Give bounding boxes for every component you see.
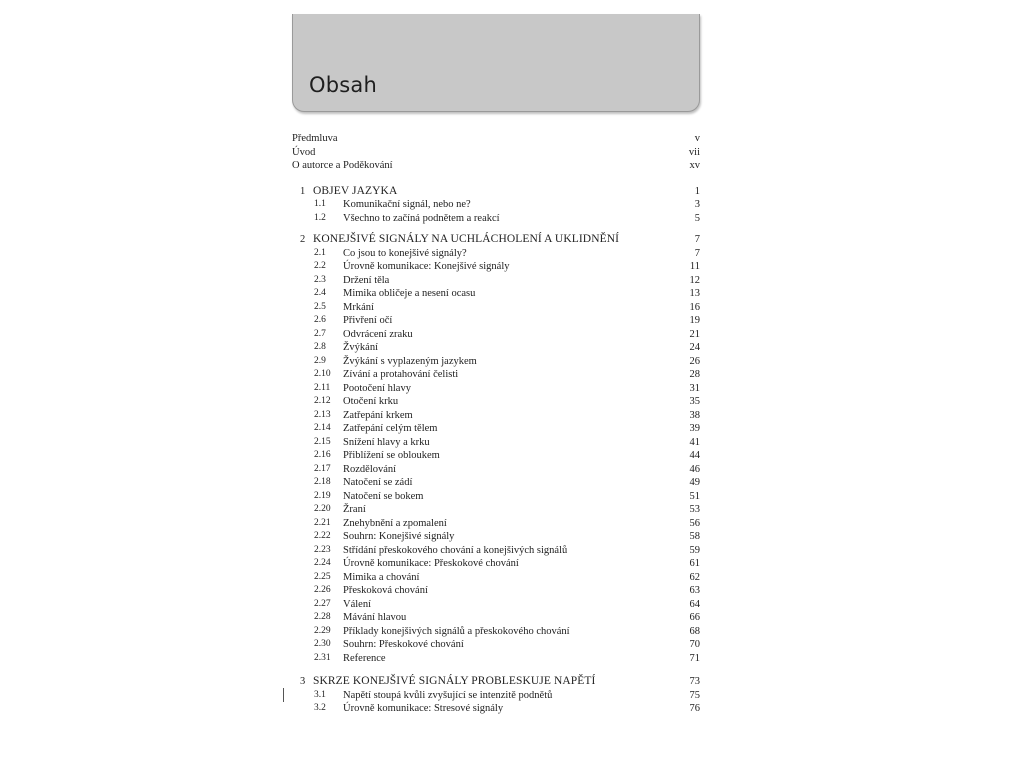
toc-section-row <box>292 436 700 450</box>
toc-chapter-row <box>292 233 700 247</box>
toc-section-page: 44 <box>689 450 700 461</box>
toc-section-title: Souhrn: Přeskokové chování <box>343 639 464 650</box>
toc-section-title: Napětí stoupá kvůli zvyšující se intenzitě podnětů <box>343 689 553 701</box>
toc-section-page: 58 <box>689 531 700 542</box>
table-of-contents <box>292 132 700 716</box>
toc-section-row <box>292 260 700 274</box>
page-title: Obsah <box>309 73 377 97</box>
toc-section-row <box>292 382 700 396</box>
toc-chapter-number: 1 <box>300 185 306 197</box>
toc-section-title: Všechno to začíná podnětem a reakcí <box>343 212 500 224</box>
toc-section-row <box>292 625 700 639</box>
toc-section-page: 26 <box>689 355 700 367</box>
toc-section-title: Co jsou to konejšivé signály? <box>343 247 467 259</box>
toc-section-page: 63 <box>689 585 700 596</box>
toc-section-row <box>292 702 700 716</box>
margin-mark <box>283 688 284 702</box>
toc-section-row <box>292 355 700 369</box>
toc-spacer <box>292 225 700 233</box>
toc-section-title: Přeskoková chování <box>343 585 428 596</box>
toc-section-row <box>292 490 700 504</box>
toc-section-row <box>292 247 700 261</box>
toc-section-number: 3.1 <box>314 689 326 700</box>
toc-section-number: 1.2 <box>314 212 326 223</box>
toc-section-page: 39 <box>689 423 700 434</box>
toc-section-number: 2.6 <box>314 315 326 325</box>
toc-section-page: 28 <box>689 369 700 380</box>
toc-section-title: Žvýkání s vyplazeným jazykem <box>343 355 477 367</box>
toc-chapter-number: 3 <box>300 676 306 687</box>
toc-section-number: 2.27 <box>314 598 331 609</box>
toc-section-row <box>292 368 700 382</box>
toc-section-title: Snížení hlavy a krku <box>343 436 430 448</box>
toc-section-number: 2.18 <box>314 477 331 487</box>
toc-section-page: 16 <box>689 301 700 313</box>
toc-section-title: Mávání hlavou <box>343 612 407 623</box>
toc-section-number: 2.29 <box>314 625 331 636</box>
toc-section-page: 66 <box>689 612 700 623</box>
toc-chapter-page: 7 <box>694 234 700 245</box>
toc-section-row <box>292 212 700 226</box>
toc-section-number: 2.10 <box>314 369 331 379</box>
toc-section-title: Otočení krku <box>343 396 399 407</box>
toc-chapter-page: 73 <box>689 676 700 687</box>
toc-section-title: Úrovně komunikace: Konejšivé signály <box>343 261 510 272</box>
toc-section-page: 56 <box>689 517 700 529</box>
toc-spacer <box>292 665 700 675</box>
toc-entry-page: vii <box>688 146 700 158</box>
toc-section-title: Rozdělování <box>343 463 397 475</box>
toc-section-number: 2.4 <box>314 288 326 298</box>
toc-section-row <box>292 449 700 463</box>
toc-section-title: Přiblížení se obloukem <box>343 450 440 461</box>
toc-section-title: Reference <box>343 652 386 664</box>
toc-section-number: 2.26 <box>314 585 331 595</box>
toc-section-row <box>292 314 700 328</box>
toc-chapter-title: SKRZE KONEJŠIVÉ SIGNÁLY PROBLESKUJE NAPĚTÍ <box>313 675 596 687</box>
toc-section-page: 61 <box>689 558 700 569</box>
toc-section-title: Úrovně komunikace: Stresové signály <box>343 703 504 714</box>
toc-section-number: 2.9 <box>314 355 326 366</box>
toc-section-title: Žvýkání <box>343 342 378 353</box>
toc-section-number: 2.17 <box>314 463 331 474</box>
toc-chapter-row <box>292 675 700 689</box>
toc-entry-title: O autorce a Poděkování <box>292 160 393 171</box>
toc-section-row <box>292 584 700 598</box>
toc-section-page: 68 <box>689 625 700 637</box>
toc-section-title: Střídání přeskokového chování a konejšivých signálů <box>343 544 568 556</box>
toc-section-page: 75 <box>689 689 700 701</box>
toc-section-page: 31 <box>689 382 700 394</box>
toc-chapter-number: 2 <box>300 234 306 245</box>
toc-section-title: Úrovně komunikace: Přeskokové chování <box>343 558 519 569</box>
toc-section-row <box>292 503 700 517</box>
toc-section-title: Přivření očí <box>343 315 393 326</box>
toc-front-row <box>292 146 700 160</box>
toc-section-page: 38 <box>689 409 700 421</box>
toc-chapter-title: KONEJŠIVÉ SIGNÁLY NA UCHLÁCHOLENÍ A UKLIDNĚNÍ <box>313 233 620 245</box>
toc-section-number: 2.23 <box>314 544 331 555</box>
toc-section-number: 2.3 <box>314 274 326 285</box>
toc-section-page: 13 <box>689 288 700 299</box>
toc-section-number: 2.22 <box>314 531 331 541</box>
toc-front-row <box>292 132 700 146</box>
toc-section-page: 49 <box>689 477 700 488</box>
toc-section-page: 21 <box>689 328 700 340</box>
toc-section-number: 2.16 <box>314 450 331 460</box>
toc-section-page: 35 <box>689 396 700 407</box>
toc-section-page: 53 <box>689 504 700 515</box>
toc-section-title: Zívání a protahování čelisti <box>343 369 459 380</box>
toc-entry-page: v <box>694 133 700 144</box>
toc-section-page: 64 <box>689 598 700 610</box>
toc-section-row <box>292 638 700 652</box>
toc-section-row <box>292 274 700 288</box>
toc-section-title: Souhrn: Konejšivé signály <box>343 531 455 542</box>
toc-section-row <box>292 557 700 571</box>
toc-section-title: Držení těla <box>343 274 390 286</box>
toc-section-page: 19 <box>689 315 700 326</box>
toc-section-row <box>292 198 700 212</box>
toc-chapter-page: 1 <box>694 185 700 197</box>
toc-section-number: 2.24 <box>314 558 331 568</box>
toc-section-title: Komunikační signál, nebo ne? <box>343 199 471 210</box>
toc-section-title: Žraní <box>343 504 366 515</box>
toc-section-title: Příklady konejšivých signálů a přeskokového chování <box>343 625 570 637</box>
toc-section-title: Zatřepání celým tělem <box>343 423 438 434</box>
toc-section-row <box>292 544 700 558</box>
toc-section-number: 2.5 <box>314 301 326 312</box>
toc-section-row <box>292 517 700 531</box>
toc-section-title: Mrkání <box>343 301 374 313</box>
toc-section-row <box>292 287 700 301</box>
toc-section-title: Zatřepání krkem <box>343 409 413 421</box>
toc-chapter-title: OBJEV JAZYKA <box>313 184 398 197</box>
toc-section-row <box>292 611 700 625</box>
toc-entry-title: Úvod <box>292 146 316 158</box>
toc-section-title: Válení <box>343 598 371 610</box>
toc-section-number: 2.15 <box>314 436 331 447</box>
toc-section-number: 2.28 <box>314 612 331 622</box>
toc-section-number: 2.1 <box>314 247 326 258</box>
toc-section-number: 2.11 <box>314 382 331 393</box>
toc-section-row <box>292 652 700 666</box>
toc-section-number: 2.13 <box>314 409 331 420</box>
toc-section-number: 2.12 <box>314 396 331 406</box>
header-box <box>292 14 700 112</box>
toc-section-page: 7 <box>694 247 700 259</box>
toc-section-row <box>292 422 700 436</box>
toc-section-row <box>292 689 700 703</box>
toc-spacer <box>292 173 700 185</box>
toc-entry-title: Předmluva <box>292 133 338 144</box>
toc-section-page: 70 <box>689 639 700 650</box>
toc-section-page: 3 <box>694 199 700 210</box>
toc-section-title: Pootočení hlavy <box>343 382 411 394</box>
toc-section-number: 1.1 <box>314 199 326 209</box>
toc-section-page: 12 <box>689 274 700 286</box>
toc-section-page: 71 <box>689 652 700 664</box>
toc-chapter-row <box>292 185 700 199</box>
toc-section-title: Mimika a chování <box>343 571 420 583</box>
toc-section-number: 2.31 <box>314 652 331 663</box>
toc-section-row <box>292 463 700 477</box>
toc-section-title: Odvrácení zraku <box>343 328 413 340</box>
toc-section-row <box>292 328 700 342</box>
toc-section-title: Natočení se zádí <box>343 477 413 488</box>
toc-section-page: 41 <box>689 436 700 448</box>
toc-section-page: 24 <box>689 342 700 353</box>
toc-front-row <box>292 159 700 173</box>
toc-section-page: 59 <box>689 544 700 556</box>
toc-section-page: 76 <box>689 703 700 714</box>
toc-section-title: Znehybnění a zpomalení <box>343 517 447 529</box>
toc-section-page: 46 <box>689 463 700 475</box>
toc-section-page: 5 <box>694 212 700 224</box>
toc-section-number: 2.14 <box>314 423 331 433</box>
toc-section-title: Natočení se bokem <box>343 490 424 502</box>
toc-section-number: 2.25 <box>314 571 331 582</box>
toc-section-number: 2.19 <box>314 490 331 501</box>
toc-section-row <box>292 530 700 544</box>
toc-section-page: 62 <box>689 571 700 583</box>
toc-section-title: Mimika obličeje a nesení ocasu <box>343 288 476 299</box>
toc-section-page: 11 <box>689 261 700 272</box>
toc-section-row <box>292 341 700 355</box>
toc-section-row <box>292 598 700 612</box>
toc-section-row <box>292 571 700 585</box>
toc-section-number: 2.2 <box>314 261 326 271</box>
toc-section-number: 2.21 <box>314 517 331 528</box>
toc-section-number: 2.20 <box>314 504 331 514</box>
toc-section-row <box>292 301 700 315</box>
toc-section-number: 2.30 <box>314 639 331 649</box>
toc-entry-page: xv <box>689 160 700 171</box>
toc-section-number: 2.8 <box>314 342 326 352</box>
toc-section-row <box>292 395 700 409</box>
toc-section-row <box>292 409 700 423</box>
toc-section-number: 3.2 <box>314 703 326 713</box>
toc-section-number: 2.7 <box>314 328 326 339</box>
toc-section-page: 51 <box>689 490 700 502</box>
toc-section-row <box>292 476 700 490</box>
